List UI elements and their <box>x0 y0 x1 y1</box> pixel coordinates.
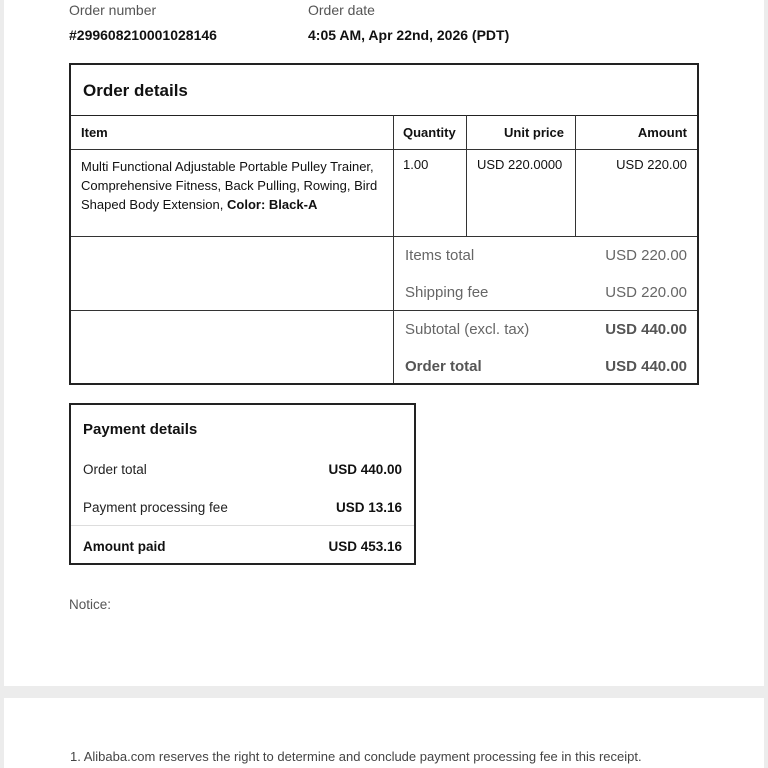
item-description <box>81 157 381 214</box>
order-details-title-bar <box>71 65 697 116</box>
amount-column-divider <box>575 115 576 236</box>
column-header-amount: Amount <box>637 125 687 140</box>
amount-paid-value: USD 453.16 <box>328 539 402 554</box>
order-date: 4:05 AM, Apr 22nd, 2026 (PDT) <box>308 27 510 43</box>
payment-details-title: Payment details <box>83 421 198 438</box>
payment-order-total-label: Order total <box>83 462 147 477</box>
processing-fee-label: Payment processing fee <box>83 500 228 515</box>
order-number-label: Order number <box>69 2 157 18</box>
order-number: #299608210001028146 <box>69 27 217 43</box>
order-date-label: Order date <box>308 2 375 18</box>
unit-price-column-divider <box>466 115 467 236</box>
order-details-title: Order details <box>83 81 188 100</box>
item-option-value: Black-A <box>268 197 318 212</box>
quantity-column-divider <box>393 115 394 383</box>
notice-item: 1. Alibaba.com reserves the right to determine and conclude payment processing fee in this receipt. <box>70 749 642 764</box>
item-option-label: Color: <box>227 197 266 212</box>
amount-paid-label: Amount paid <box>83 539 166 554</box>
processing-fee-value: USD 13.16 <box>335 500 402 515</box>
item-name: Multi Functional Adjustable Portable Pulley Trainer, Comprehensive Fitness, Back Pulling, Rowing, Bird Shaped Body Extension, <box>81 159 378 212</box>
summary-divider <box>71 310 697 311</box>
shipping-fee-label: Shipping fee <box>405 284 489 301</box>
shipping-fee-value: USD 220.00 <box>605 284 687 301</box>
item-amount: USD 220.00 <box>616 157 687 172</box>
item-unit-price: USD 220.0000 <box>477 157 563 172</box>
order-total-label: Order total <box>405 358 482 375</box>
column-header-item: Item <box>81 125 108 140</box>
column-header-unit-price: Unit price <box>504 125 564 140</box>
header-row-divider <box>71 149 697 150</box>
payment-details-box <box>69 403 416 565</box>
notice-label: Notice: <box>69 597 112 612</box>
subtotal-label: Subtotal (excl. tax) <box>405 321 530 338</box>
order-details-box <box>69 63 699 385</box>
items-total-label: Items total <box>405 247 475 264</box>
payment-divider <box>71 525 414 526</box>
subtotal-value: USD 440.00 <box>605 321 687 338</box>
order-total-value: USD 440.00 <box>605 358 687 375</box>
items-total-value: USD 220.00 <box>605 247 687 264</box>
item-quantity: 1.00 <box>403 157 429 172</box>
item-row-divider <box>71 236 697 237</box>
column-header-quantity: Quantity <box>403 125 456 140</box>
payment-order-total-value: USD 440.00 <box>328 462 402 477</box>
